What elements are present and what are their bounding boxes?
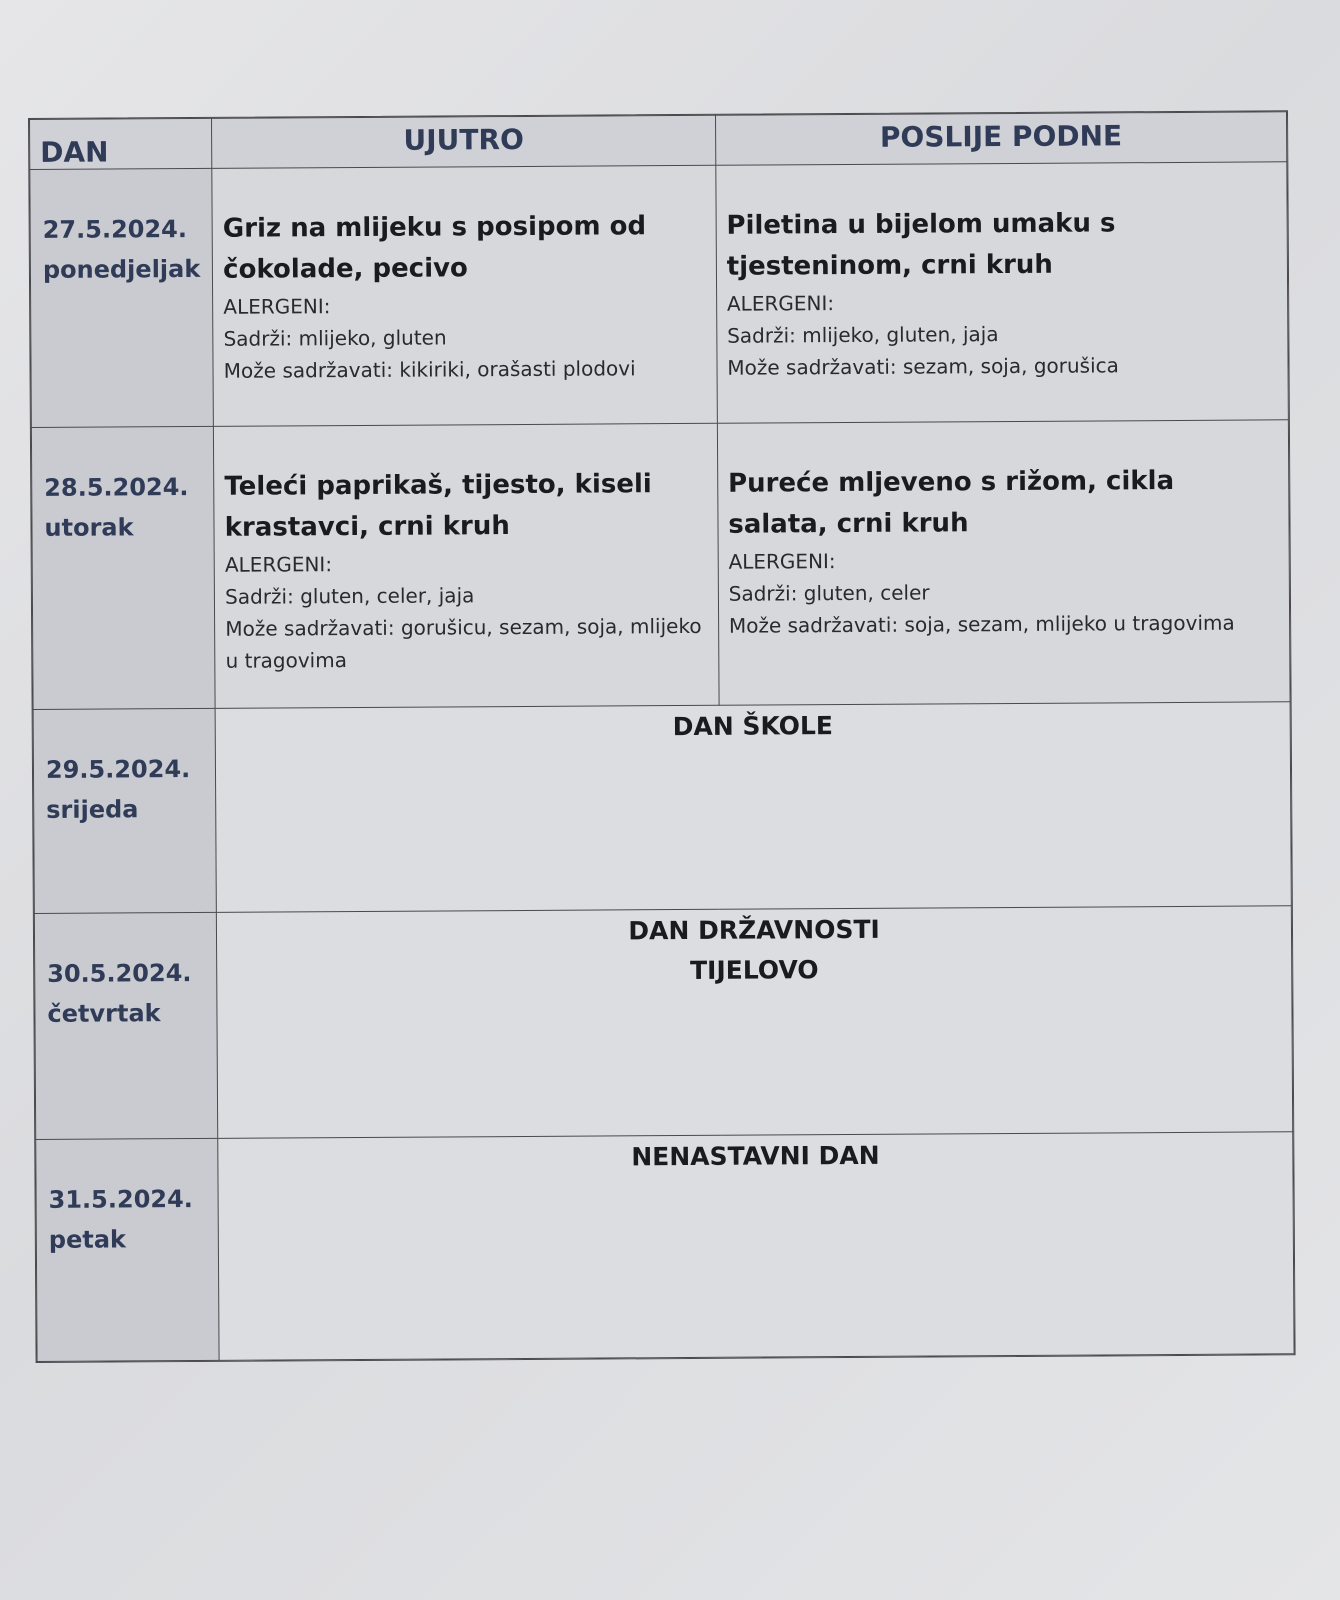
table-row <box>30 162 1289 428</box>
day-weekday: četvrtak <box>47 999 161 1028</box>
header-row <box>30 112 1287 170</box>
afternoon-meal-cell <box>716 162 1289 423</box>
day-cell <box>31 426 215 709</box>
header-afternoon: POSLIJE PODNE <box>715 112 1286 165</box>
menu-sheet <box>28 110 1296 1363</box>
day-weekday: petak <box>48 1225 127 1254</box>
day-message: TIJELOVO <box>689 955 819 985</box>
table-row <box>33 702 1291 914</box>
day-weekday: srijeda <box>46 795 139 824</box>
allergens-label: ALERGENI: <box>728 549 836 574</box>
day-cell <box>34 912 218 1139</box>
table-row <box>31 420 1290 710</box>
allergens-contains: Sadrži: mlijeko, gluten <box>223 325 447 351</box>
allergens-may-contain: Može sadržavati: kikiriki, orašasti plodovi <box>223 356 636 383</box>
allergens-contains: Sadrži: mlijeko, gluten, jaja <box>727 322 999 348</box>
header-day: DAN <box>30 118 213 169</box>
meal-title: Griz na mlijeku s posipom od čokolade, pecivo <box>222 211 647 285</box>
allergens-may-contain: Može sadržavati: gorušicu, sezam, soja, mlijeko u tragovima <box>225 613 702 673</box>
morning-meal-cell <box>214 423 719 708</box>
allergens-label: ALERGENI: <box>726 291 835 316</box>
day-date: 31.5.2024. <box>48 1185 193 1214</box>
day-message-cell <box>215 702 1291 913</box>
day-weekday: utorak <box>44 513 134 542</box>
header-morning: UJUTRO <box>212 115 716 168</box>
day-date: 28.5.2024. <box>44 473 189 502</box>
day-weekday: ponedjeljak <box>42 254 201 284</box>
weekly-menu-table <box>29 111 1295 1362</box>
allergens-contains: Sadrži: gluten, celer <box>728 580 930 606</box>
table-row <box>34 906 1292 1140</box>
allergens-label: ALERGENI: <box>224 552 333 577</box>
meal-title: Piletina u bijelom umaku s tjesteninom, crni kruh <box>726 208 1116 282</box>
day-message-cell <box>218 1132 1294 1361</box>
day-date: 30.5.2024. <box>47 959 192 988</box>
afternoon-meal-cell <box>717 420 1290 705</box>
day-cell <box>30 168 214 427</box>
allergens-label: ALERGENI: <box>223 294 331 319</box>
day-cell <box>36 1138 220 1361</box>
day-message-cell <box>217 906 1293 1139</box>
morning-meal-cell <box>212 165 717 426</box>
day-cell <box>33 708 216 913</box>
day-message: NENASTAVNI DAN <box>631 1140 880 1172</box>
table-row <box>36 1132 1294 1362</box>
allergens-may-contain: Može sadržavati: sezam, soja, gorušica <box>727 353 1119 380</box>
day-date: 27.5.2024. <box>42 215 188 244</box>
day-date: 29.5.2024. <box>45 755 191 784</box>
meal-title: Teleći paprikaš, tijesto, kiseli krastavci, crni kruh <box>224 469 652 543</box>
day-message: DAN ŠKOLE <box>672 711 834 742</box>
allergens-contains: Sadrži: gluten, celer, jaja <box>225 583 475 609</box>
allergens-may-contain: Može sadržavati: soja, sezam, mlijeko u tragovima <box>728 610 1235 638</box>
meal-title: Pureće mljeveno s rižom, cikla salata, crni kruh <box>727 466 1175 540</box>
day-message: DAN DRŽAVNOSTI <box>628 914 880 946</box>
